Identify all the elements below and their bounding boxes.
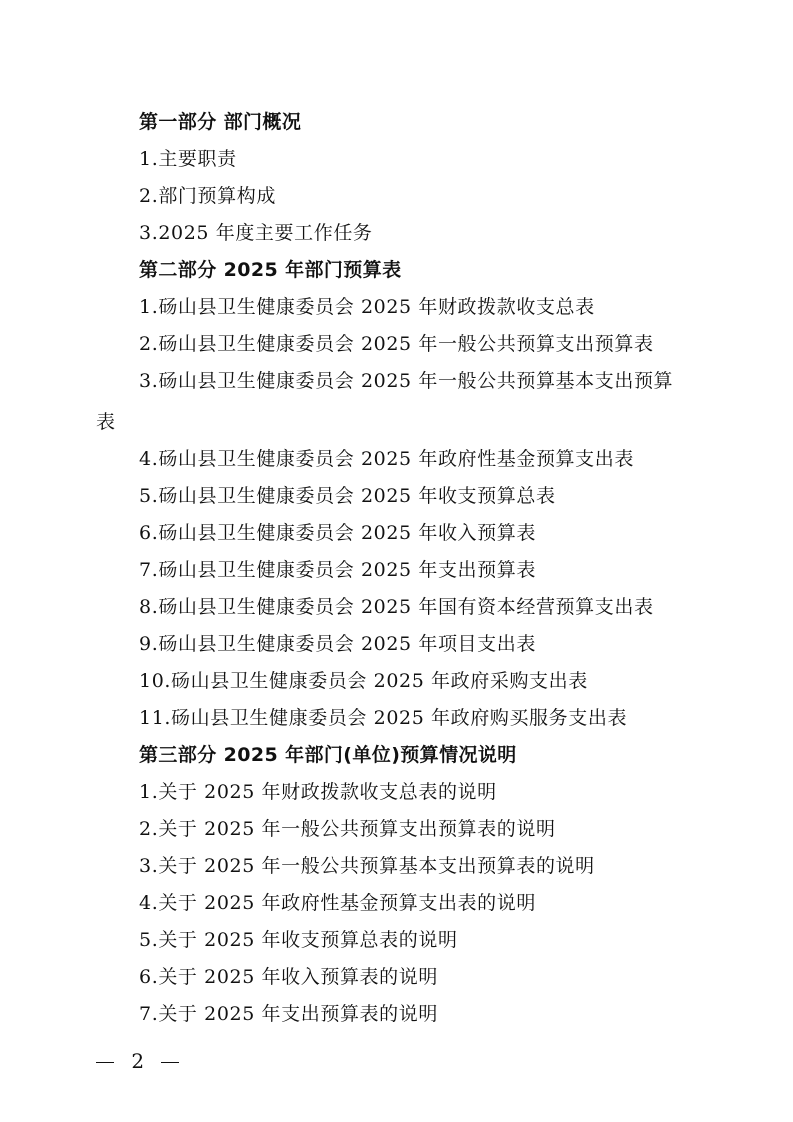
toc-item: 10.砀山县卫生健康委员会 2025 年政府采购支出表 <box>139 670 588 692</box>
footer-dash-right <box>161 1062 179 1063</box>
page-number: 2 <box>131 1049 145 1073</box>
toc-item: 1.关于 2025 年财政拨款收支总表的说明 <box>139 781 497 803</box>
toc-item: 3.关于 2025 年一般公共预算基本支出预算表的说明 <box>139 855 595 877</box>
toc-item: 3.砀山县卫生健康委员会 2025 年一般公共预算基本支出预算表 <box>96 370 674 433</box>
toc-item: 4.关于 2025 年政府性基金预算支出表的说明 <box>139 892 536 914</box>
toc-item: 6.关于 2025 年收入预算表的说明 <box>139 966 438 988</box>
toc-item: 9.砀山县卫生健康委员会 2025 年项目支出表 <box>139 633 536 655</box>
toc-item: 2.部门预算构成 <box>139 185 276 207</box>
toc-item: 7.关于 2025 年支出预算表的说明 <box>139 1003 438 1025</box>
toc-item: 3.2025 年度主要工作任务 <box>139 222 373 244</box>
toc-item: 8.砀山县卫生健康委员会 2025 年国有资本经营预算支出表 <box>139 596 654 618</box>
toc-item: 2.关于 2025 年一般公共预算支出预算表的说明 <box>139 818 556 840</box>
table-of-contents <box>96 104 696 1033</box>
section-heading: 第二部分 2025 年部门预算表 <box>139 259 402 281</box>
toc-item: 1.主要职责 <box>139 148 237 170</box>
toc-item: 7.砀山县卫生健康委员会 2025 年支出预算表 <box>139 559 536 581</box>
toc-item: 6.砀山县卫生健康委员会 2025 年收入预算表 <box>139 522 536 544</box>
toc-item: 4.砀山县卫生健康委员会 2025 年政府性基金预算支出表 <box>139 448 634 470</box>
toc-item: 5.关于 2025 年收支预算总表的说明 <box>139 929 458 951</box>
footer-dash-left <box>96 1062 114 1063</box>
toc-item: 5.砀山县卫生健康委员会 2025 年收支预算总表 <box>139 485 556 507</box>
page-footer <box>96 1046 179 1076</box>
toc-item: 11.砀山县卫生健康委员会 2025 年政府购买服务支出表 <box>139 707 628 729</box>
section-heading: 第一部分 部门概况 <box>139 111 302 133</box>
toc-item: 1.砀山县卫生健康委员会 2025 年财政拨款收支总表 <box>139 296 595 318</box>
section-heading: 第三部分 2025 年部门(单位)预算情况说明 <box>139 744 517 766</box>
toc-item: 2.砀山县卫生健康委员会 2025 年一般公共预算支出预算表 <box>139 333 654 355</box>
